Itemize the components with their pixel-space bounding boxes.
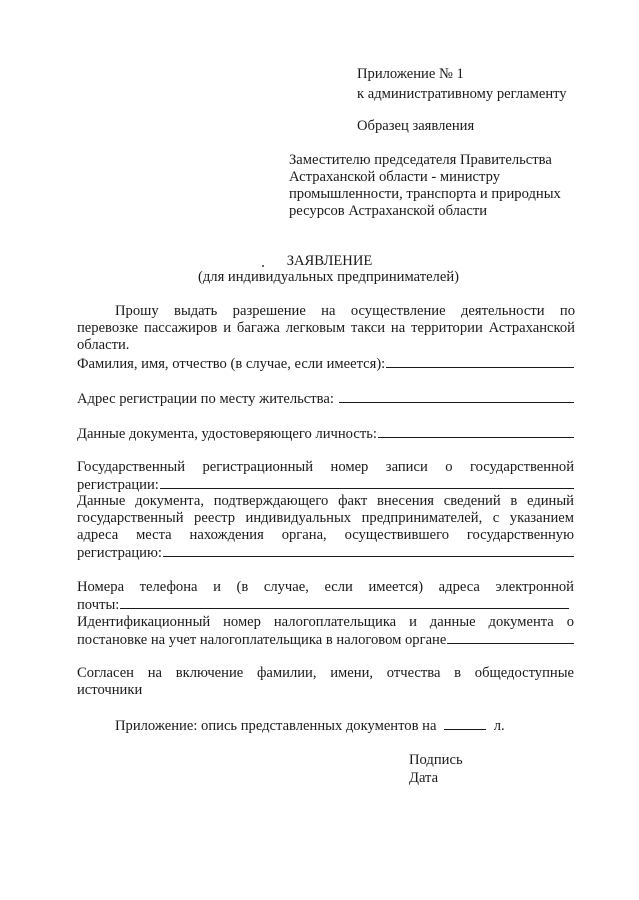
identity-doc-field[interactable] [77,425,574,443]
signature-label: Подпись [409,752,463,768]
pages-suffix: л. [493,718,505,734]
request-line-1: Прошу выдать разрешение на осуществление деятельности по [115,303,575,319]
state-reg-blank[interactable] [160,476,574,489]
appendix-number: Приложение № 1 [357,66,464,82]
phone-field[interactable] [77,596,569,614]
egrip-line-2: государственный реестр индивидуальных предпринимателей, с указанием [77,510,574,526]
consent-line-1: Согласен на включение фамилии, имени, отчества в общедоступные [77,665,574,681]
state-reg-field[interactable] [77,476,574,494]
phone-blank[interactable] [120,596,569,609]
title-subheading: (для индивидуальных предпринимателей) [198,269,459,285]
identity-doc-blank[interactable] [378,425,574,438]
state-reg-line-1: Государственный регистрационный номер записи о государственной [77,459,574,475]
attachment-line [115,717,505,735]
phone-label: почты: [77,597,120,613]
address-label: Адрес регистрации по месту жительства: [77,391,334,407]
request-line-2: перевозке пассажиров и багажа легковым такси на территории Астраханской [77,320,575,336]
inn-field[interactable] [77,631,574,649]
title-heading: ЗАЯВЛЕНИЕ [286,253,373,269]
addressee-line-4: ресурсов Астраханской области [289,203,488,219]
appendix-reference: к административному регламенту [357,86,567,102]
consent-line-2: источники [77,682,143,698]
address-blank[interactable] [339,390,574,403]
date-label: Дата [409,770,439,786]
document-title [0,253,639,270]
state-reg-label: регистрации: [77,477,159,493]
egrip-label: регистрацию: [77,545,162,561]
request-line-3: области. [77,337,130,353]
addressee-line-3: промышленности, транспорта и природных [289,186,561,202]
addressee-line-2: Астраханской области - министру [289,169,500,185]
egrip-line-3: адреса места нахождения органа, осуществившего государственную [77,527,574,543]
full-name-blank[interactable] [386,355,574,368]
phone-line-1: Номера телефона и (в случае, если имеется) адреса электронной [77,579,574,595]
address-field[interactable] [77,390,574,408]
egrip-blank[interactable] [163,544,574,557]
inn-label: постановке на учет налогоплательщика в налоговом органе [77,632,447,648]
pages-count-blank[interactable] [444,717,486,730]
sample-label: Образец заявления [357,118,475,134]
egrip-line-1: Данные документа, подтверждающего факт внесения сведений в единый [77,493,574,509]
document-subtitle [0,269,639,286]
full-name-label: Фамилия, имя, отчество (в случае, если имеется): [77,356,386,372]
inn-blank[interactable] [447,631,574,644]
egrip-field[interactable] [77,544,574,562]
addressee-line-1: Заместителю председателя Правительства [289,152,552,168]
identity-doc-label: Данные документа, удостоверяющего личность: [77,426,377,442]
attachment-label: Приложение: опись представленных документов на [115,718,437,734]
inn-line-1: Идентификационный номер налогоплательщика и данные документа о [77,614,574,630]
full-name-field[interactable] [77,355,574,373]
